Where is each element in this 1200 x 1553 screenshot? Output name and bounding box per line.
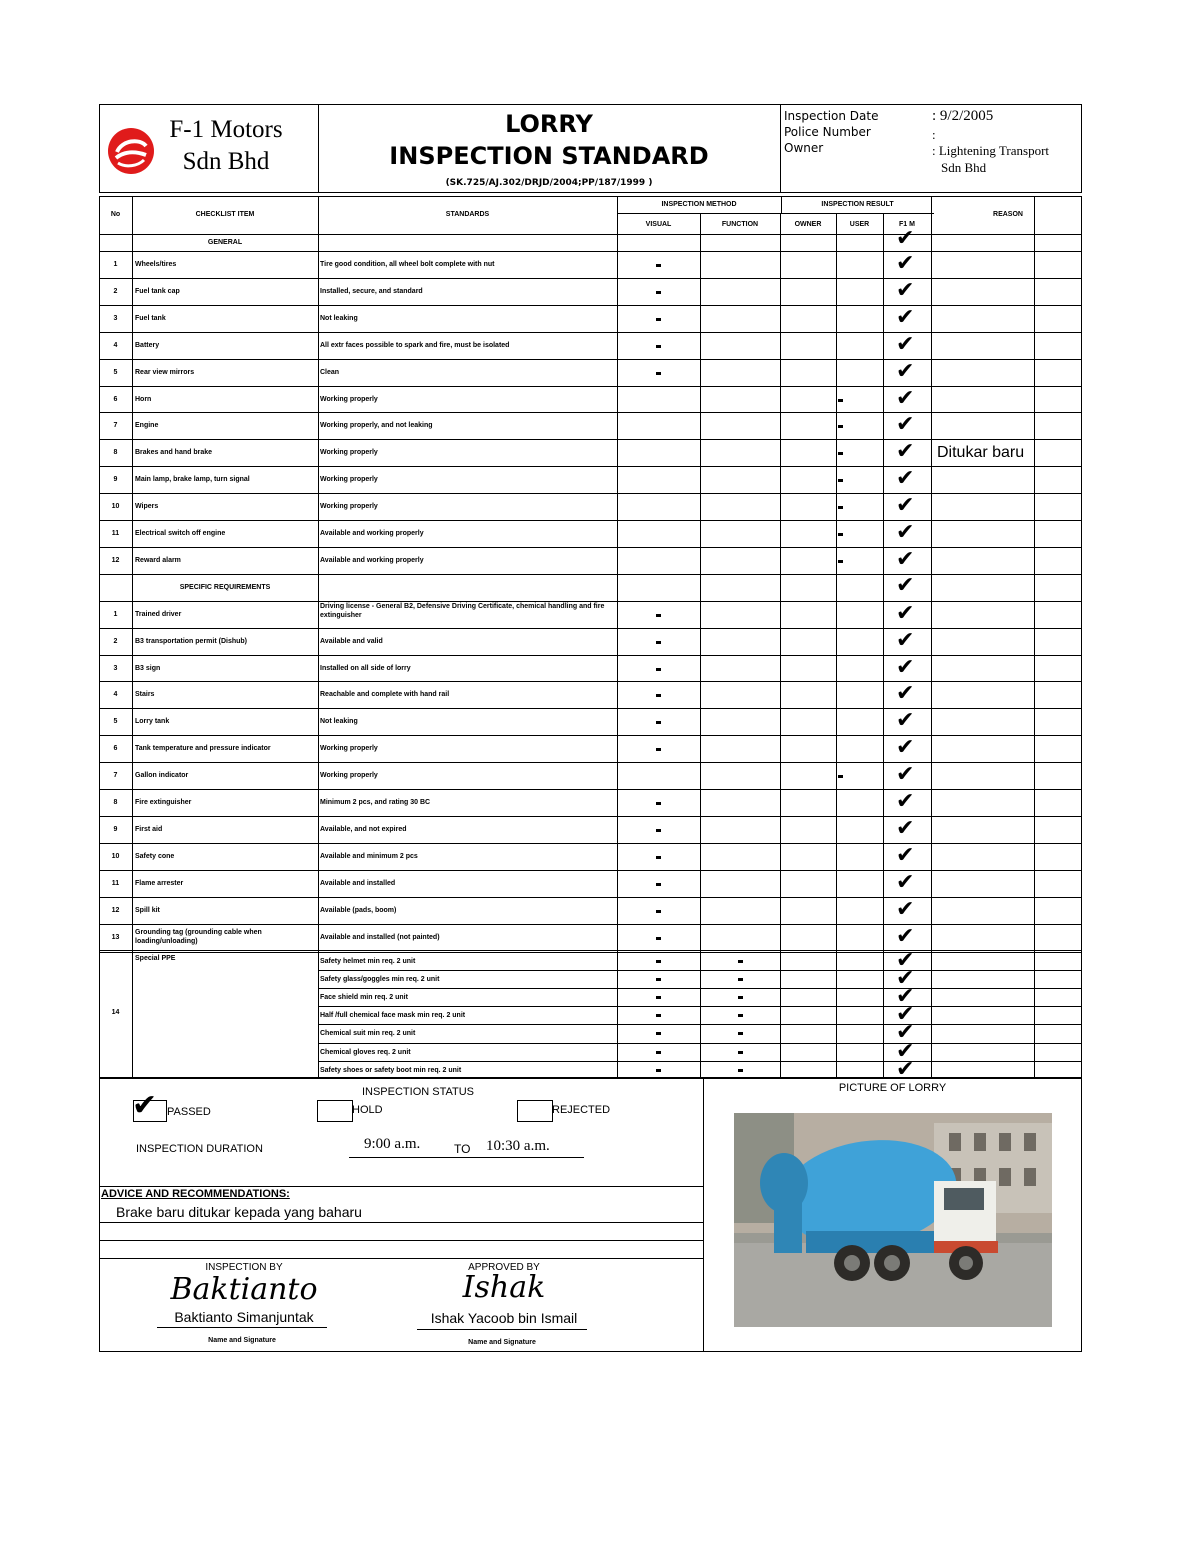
checklist-item: Special PPE <box>135 955 176 962</box>
check-icon: ✔ <box>896 226 915 251</box>
row-number: 2 <box>113 637 118 645</box>
advice-label: ADVICE AND RECOMMENDATIONS: <box>101 1188 290 1200</box>
checklist-item: Tank temperature and pressure indicator <box>135 745 271 753</box>
standard-text: Working properly <box>320 449 378 457</box>
checklist-item: Lorry tank <box>135 718 170 726</box>
check-icon: ✔ <box>896 708 915 734</box>
checklist-item: Engine <box>135 422 159 430</box>
table-row <box>99 870 1082 871</box>
table-row <box>99 897 1082 898</box>
table-row <box>99 655 1082 656</box>
reason-text: Ditukar baru <box>937 444 1025 462</box>
method-mark <box>656 372 661 375</box>
check-icon: ✔ <box>896 385 915 411</box>
section-general: GENERAL <box>207 239 243 246</box>
standard-text: Working properly <box>320 772 378 780</box>
ppe-standard: Chemical suit min req. 2 unit <box>320 1030 416 1038</box>
col-result-header: INSPECTION RESULT <box>821 201 894 208</box>
method-mark <box>738 1032 743 1035</box>
to-label: TO <box>454 1142 471 1156</box>
method-mark <box>656 291 661 294</box>
col-function-header: FUNCTION <box>721 221 759 228</box>
inspector-signature: Baktianto <box>170 1272 318 1307</box>
standard-text: Not leaking <box>320 718 358 726</box>
check-icon: ✔ <box>896 789 915 814</box>
passed-label: PASSED <box>167 1106 211 1118</box>
row-number: 10 <box>111 503 120 511</box>
table-row <box>99 735 1082 736</box>
checklist-item: Gallon indicator <box>135 772 189 780</box>
ppe-standard: Chemical gloves req. 2 unit <box>320 1048 411 1056</box>
col-owner-header: OWNER <box>794 221 822 228</box>
standard-text: Working properly <box>320 476 378 484</box>
method-mark <box>738 996 743 999</box>
check-icon: ✔ <box>896 520 915 545</box>
row-number: 12 <box>111 906 120 914</box>
checklist-item: Wipers <box>135 503 159 511</box>
checklist-item: Brakes and hand brake <box>135 449 213 457</box>
row-number: 4 <box>113 691 118 699</box>
row-number: 13 <box>111 933 120 941</box>
hold-checkbox[interactable] <box>317 1100 353 1122</box>
col-standards-header: STANDARDS <box>445 211 490 218</box>
checklist-item: Rear view mirrors <box>135 368 195 376</box>
check-icon: ✔ <box>896 1056 915 1082</box>
row-number: 5 <box>113 718 118 726</box>
checklist-item: B3 sign <box>135 664 161 672</box>
standard-text: Installed on all side of lorry <box>320 664 411 672</box>
method-mark <box>838 560 843 563</box>
table-row <box>99 439 1082 440</box>
inspector-name: Baktianto Simanjuntak <box>174 1309 314 1325</box>
inspection-by-label: INSPECTION BY <box>205 1262 283 1273</box>
standard-text: Working properly <box>320 395 378 403</box>
method-mark <box>656 996 661 999</box>
ppe-standard: Safety helmet min req. 2 unit <box>320 958 416 965</box>
standard-text: Tire good condition, all wheel bolt complete with nut <box>320 261 495 268</box>
col-reason-header: REASON <box>993 211 1023 218</box>
method-mark <box>656 641 661 644</box>
standard-text: Installed, secure, and standard <box>320 287 423 295</box>
check-icon: ✔ <box>896 842 915 868</box>
col-checklist-header: CHECKLIST ITEM <box>195 211 255 218</box>
standard-text: Reachable and complete with hand rail <box>320 691 450 699</box>
method-mark <box>738 1069 743 1072</box>
standard-text: Available and valid <box>320 637 383 645</box>
company-logo <box>108 128 154 174</box>
row-number: 3 <box>113 664 118 672</box>
method-mark <box>656 748 661 751</box>
inspector-name-sig-label: Name and Signature <box>208 1337 276 1344</box>
standard-text: Available and working properly <box>320 556 424 564</box>
check-icon: ✔ <box>896 277 915 303</box>
check-icon: ✔ <box>896 331 915 357</box>
checklist-item: Horn <box>135 395 152 403</box>
standard-text: Available and installed (not painted) <box>320 933 440 941</box>
checklist-item: Trained driver <box>135 610 182 618</box>
method-mark <box>656 1032 661 1035</box>
method-mark <box>838 775 843 778</box>
checklist-item: Safety cone <box>135 852 175 860</box>
method-mark <box>838 479 843 482</box>
checklist-item: First aid <box>135 825 163 833</box>
check-icon: ✔ <box>896 358 915 384</box>
row-number: 7 <box>113 772 118 780</box>
standard-text: Available, and not expired <box>320 825 407 833</box>
check-icon: ✔ <box>896 627 915 653</box>
method-mark <box>838 533 843 536</box>
table-row <box>99 628 1082 629</box>
advice-text: Brake baru ditukar kepada yang baharu <box>116 1204 362 1220</box>
check-icon: ✔ <box>896 948 915 973</box>
checklist-item: Fuel tank <box>135 314 166 322</box>
method-mark <box>656 1051 661 1054</box>
checklist-item: Electrical switch off engine <box>135 530 226 537</box>
table-row <box>99 466 1082 467</box>
table-row <box>99 574 1082 575</box>
standard-text: Clean <box>320 368 340 376</box>
method-mark <box>656 318 661 321</box>
table-row <box>99 493 1082 494</box>
ppe-standard: Half /full chemical face mask min req. 2 unit <box>320 1012 466 1020</box>
check-icon: ✔ <box>896 984 915 1010</box>
table-row <box>99 708 1082 709</box>
table-row <box>99 762 1082 763</box>
approved-by-label: APPROVED BY <box>468 1262 540 1273</box>
meta-labels: Inspection Date Police Number Owner <box>784 109 879 155</box>
method-mark <box>656 1014 661 1017</box>
row-number: 3 <box>113 314 118 322</box>
hold-label: HOLD <box>352 1104 383 1116</box>
reference-code: (SK.725/AJ.302/DRJD/2004;PP/187/1999 ) <box>445 178 653 188</box>
check-icon: ✔ <box>132 1088 158 1123</box>
passed-checkbox[interactable] <box>132 1088 167 1123</box>
standard-text: Not leaking <box>320 314 358 322</box>
check-icon: ✔ <box>896 966 915 992</box>
owner-value: : Lightening Transport Sdn Bhd <box>932 143 1050 175</box>
method-mark <box>656 856 661 859</box>
table-row <box>99 520 1082 521</box>
table-row <box>99 547 1082 548</box>
standard-text: Driving license - General B2, Defensive Driving Certificate, chemical handling and fire extinguisher <box>320 602 605 619</box>
check-icon: ✔ <box>896 251 915 276</box>
col-user-header: USER <box>849 221 870 228</box>
duration-label: INSPECTION DURATION <box>136 1143 263 1155</box>
start-time: 9:00 a.m. <box>364 1136 421 1152</box>
standard-text: Working properly, and not leaking <box>320 422 433 430</box>
method-mark <box>656 694 661 697</box>
method-mark <box>656 910 661 913</box>
checklist-item: Fire extinguisher <box>135 799 192 806</box>
table-row <box>99 305 1082 306</box>
method-mark <box>838 452 843 455</box>
ppe-standard: Safety shoes or safety boot min req. 2 unit <box>320 1066 462 1074</box>
section-specific: SPECIFIC REQUIREMENTS <box>179 583 271 591</box>
standard-text: Minimum 2 pcs, and rating 30 BC <box>320 799 431 806</box>
checklist-item: Fuel tank cap <box>135 287 180 295</box>
table-row <box>99 816 1082 817</box>
check-icon: ✔ <box>896 546 915 572</box>
row-number: 5 <box>113 368 118 376</box>
row-number: 6 <box>113 395 118 403</box>
method-mark <box>838 399 843 402</box>
checklist-item: Spill kit <box>135 906 160 914</box>
check-icon: ✔ <box>896 1002 915 1028</box>
method-mark <box>656 937 661 940</box>
checklist-item: Grounding tag (grounding cable when loading/unloading) <box>135 928 262 945</box>
ppe-standard: Face shield min req. 2 unit <box>320 994 408 1002</box>
page-title: LORRY INSPECTION STANDARD <box>389 110 709 170</box>
row-number: 1 <box>113 261 118 268</box>
status-title: INSPECTION STATUS <box>361 1086 475 1098</box>
end-time: 10:30 a.m. <box>486 1138 550 1154</box>
standard-text: Available (pads, boom) <box>320 906 397 914</box>
row-number: 1 <box>113 610 118 618</box>
table-row <box>99 278 1082 279</box>
check-icon: ✔ <box>896 493 915 519</box>
method-mark <box>738 1014 743 1017</box>
row-number: 2 <box>113 287 118 295</box>
method-mark <box>656 345 661 348</box>
table-row <box>99 843 1082 844</box>
approver-name: Ishak Yacoob bin Ismail <box>430 1310 578 1326</box>
check-icon: ✔ <box>896 412 915 438</box>
approver-signature: Ishak <box>462 1270 546 1305</box>
check-icon: ✔ <box>896 869 915 895</box>
method-mark <box>738 978 743 981</box>
method-mark <box>656 264 661 267</box>
method-mark <box>656 829 661 832</box>
method-mark <box>656 614 661 617</box>
rejected-checkbox[interactable] <box>517 1100 553 1122</box>
check-icon: ✔ <box>896 923 915 949</box>
standard-text: Working properly <box>320 503 378 511</box>
check-icon: ✔ <box>896 1038 915 1064</box>
check-icon: ✔ <box>896 735 915 761</box>
standard-text: Available and minimum 2 pcs <box>320 852 418 860</box>
col-f1m-header: F1 M <box>899 221 915 228</box>
method-mark <box>656 978 661 981</box>
checklist-item: Flame arrester <box>135 879 184 887</box>
row-number: 8 <box>113 799 118 806</box>
method-mark <box>656 668 661 671</box>
ppe-standard: Safety glass/goggles min req. 2 unit <box>320 976 440 984</box>
row-number: 10 <box>111 852 120 860</box>
method-mark <box>656 883 661 886</box>
check-icon: ✔ <box>896 762 915 788</box>
lorry-photo-illustration <box>734 1113 1052 1327</box>
row-number: 12 <box>111 556 120 564</box>
method-mark <box>656 960 661 963</box>
row-number: 14 <box>111 1009 120 1016</box>
lorry-photo <box>734 1113 1052 1327</box>
check-icon: ✔ <box>896 304 915 330</box>
table-row <box>99 332 1082 333</box>
method-mark <box>838 425 843 428</box>
check-icon: ✔ <box>896 815 915 841</box>
row-number: 9 <box>113 476 118 484</box>
picture-title: PICTURE OF LORRY <box>838 1082 947 1094</box>
check-icon: ✔ <box>896 439 915 465</box>
checklist-item: Wheels/tires <box>135 261 177 268</box>
method-mark <box>656 1069 661 1072</box>
row-number: 9 <box>113 825 118 833</box>
checklist-item: Battery <box>135 341 160 349</box>
col-visual-header: VISUAL <box>645 221 672 228</box>
row-number: 11 <box>111 530 120 537</box>
standard-text: Available and installed <box>320 879 396 887</box>
col-method-header: INSPECTION METHOD <box>661 201 737 208</box>
check-icon: ✔ <box>896 466 915 492</box>
method-mark <box>738 960 743 963</box>
table-row <box>99 386 1082 387</box>
check-icon: ✔ <box>896 681 915 707</box>
approver-name-sig-label: Name and Signature <box>468 1339 536 1346</box>
logo-swoosh-icon <box>108 128 154 174</box>
table-row <box>99 681 1082 682</box>
check-icon: ✔ <box>896 896 915 922</box>
check-icon: ✔ <box>896 1020 915 1046</box>
rejected-label: REJECTED <box>552 1104 611 1116</box>
row-number: 7 <box>113 422 118 430</box>
standard-text: Working properly <box>320 745 378 753</box>
standard-text: All extr faces possible to spark and fire, must be isolated <box>320 341 510 349</box>
method-mark <box>656 802 661 805</box>
check-icon: ✔ <box>896 572 915 598</box>
check-icon: ✔ <box>896 654 915 680</box>
standard-text: Available and working properly <box>320 530 424 537</box>
checklist-item: Stairs <box>135 691 155 699</box>
check-icon: ✔ <box>896 600 915 626</box>
table-row <box>99 412 1082 413</box>
checklist-item: B3 transportation permit (Dishub) <box>135 637 248 645</box>
method-mark <box>838 506 843 509</box>
police-number-value: : <box>932 127 936 142</box>
table-row <box>99 789 1082 790</box>
inspection-date-value: : 9/2/2005 <box>932 108 994 124</box>
col-no-header: No <box>110 211 121 218</box>
method-mark <box>656 721 661 724</box>
table-row <box>99 359 1082 360</box>
table-row <box>99 924 1082 925</box>
row-number: 11 <box>111 879 120 887</box>
method-mark <box>738 1051 743 1054</box>
row-number: 4 <box>113 341 118 349</box>
checklist-item: Reward alarm <box>135 556 181 564</box>
inspection-sheet <box>99 104 1082 1352</box>
row-number: 8 <box>113 449 118 457</box>
company-name: F-1 Motors Sdn Bhd <box>169 116 283 175</box>
checklist-item: Main lamp, brake lamp, turn signal <box>135 476 250 484</box>
row-number: 6 <box>113 745 118 753</box>
